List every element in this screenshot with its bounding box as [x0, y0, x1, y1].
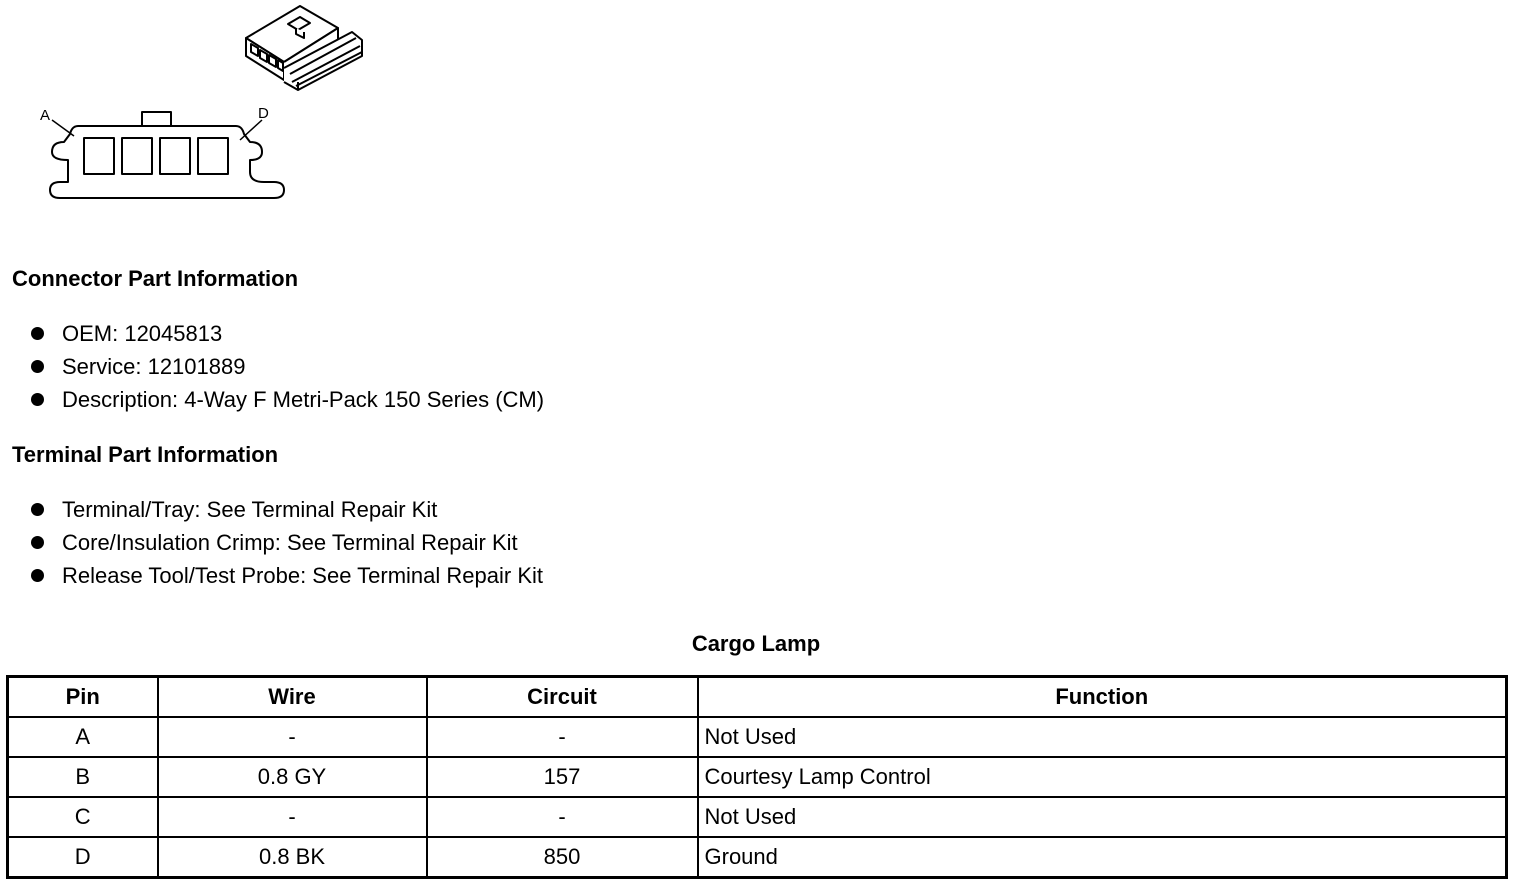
service-part-number: Service: 12101889	[62, 354, 246, 379]
connector-part-heading: Connector Part Information	[12, 266, 299, 291]
cell-circuit: -	[427, 797, 698, 837]
table-row	[8, 717, 1507, 757]
cell-function: Not Used	[698, 717, 1507, 757]
bullet-icon	[31, 503, 44, 516]
table-row	[8, 757, 1507, 797]
cell-wire: 0.8 GY	[158, 757, 427, 797]
cell-pin: D	[8, 837, 158, 878]
pin-a-callout: A	[40, 107, 51, 124]
header-circuit: Circuit	[427, 677, 698, 718]
release-tool-info: Release Tool/Test Probe: See Terminal Repair Kit	[62, 563, 543, 588]
cell-pin: A	[8, 717, 158, 757]
terminal-part-heading: Terminal Part Information	[12, 442, 279, 467]
cell-function: Not Used	[698, 797, 1507, 837]
cell-wire: -	[158, 797, 427, 837]
bullet-icon	[31, 327, 44, 340]
bullet-icon	[31, 360, 44, 373]
table-title: Cargo Lamp	[691, 631, 821, 656]
bullet-icon	[31, 569, 44, 582]
header-wire: Wire	[158, 677, 427, 718]
table-row	[8, 797, 1507, 837]
connector-description: Description: 4-Way F Metri-Pack 150 Series (CM)	[62, 387, 545, 412]
bullet-icon	[31, 393, 44, 406]
cell-function: Courtesy Lamp Control	[698, 757, 1507, 797]
header-pin: Pin	[8, 677, 158, 718]
pin-d-callout: D	[258, 105, 269, 122]
cell-circuit: 157	[427, 757, 698, 797]
cell-circuit: 850	[427, 837, 698, 878]
cell-pin: B	[8, 757, 158, 797]
cell-wire: 0.8 BK	[158, 837, 427, 878]
cell-wire: -	[158, 717, 427, 757]
connector-diagram	[0, 0, 400, 220]
connector-face-view	[50, 112, 284, 198]
header-function: Function	[698, 677, 1507, 718]
table-row	[8, 837, 1507, 878]
table-header-row	[8, 677, 1507, 718]
cell-circuit: -	[427, 717, 698, 757]
connector-isometric-view	[246, 6, 362, 90]
crimp-info: Core/Insulation Crimp: See Terminal Repair Kit	[62, 530, 518, 555]
cell-function: Ground	[698, 837, 1507, 878]
bullet-icon	[31, 536, 44, 549]
oem-part-number: OEM: 12045813	[62, 321, 223, 346]
pinout-table	[6, 675, 1508, 879]
terminal-tray-info: Terminal/Tray: See Terminal Repair Kit	[62, 497, 438, 522]
cell-pin: C	[8, 797, 158, 837]
